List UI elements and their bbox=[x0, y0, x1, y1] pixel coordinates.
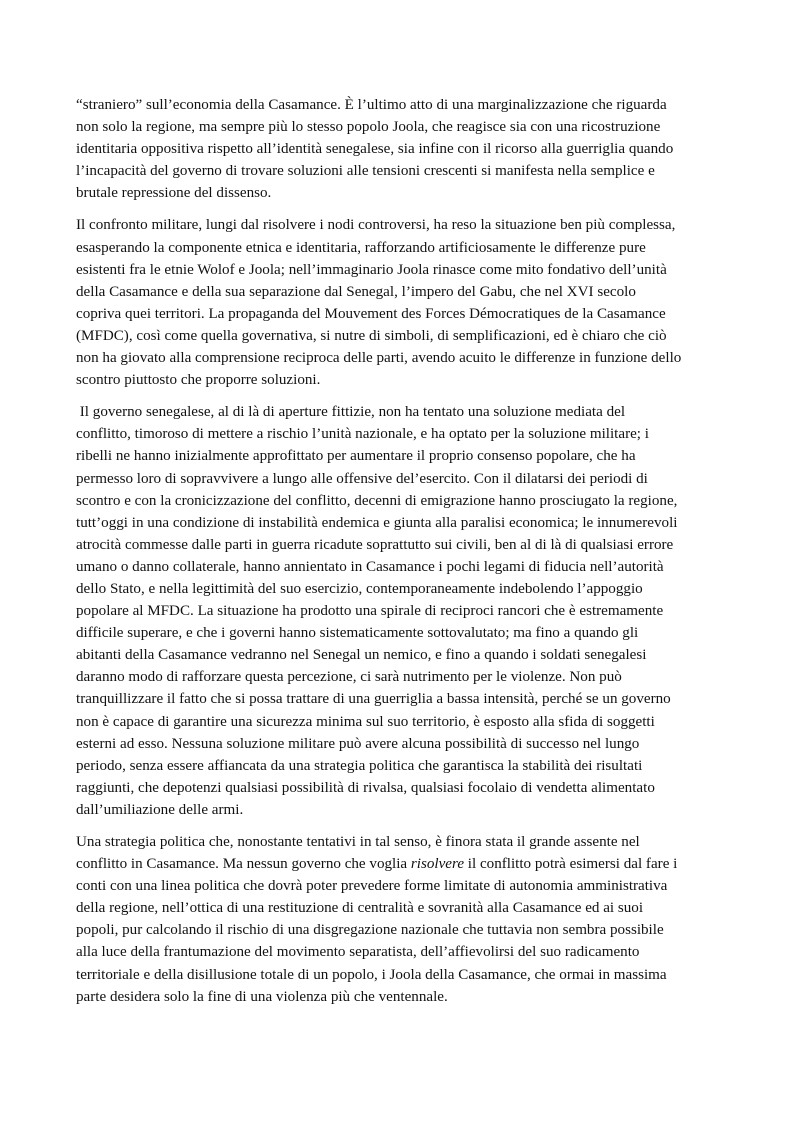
text-line: difficile superare, e che i governi hanno sistematicamente sottovalutato; ma fino a quando gli bbox=[76, 625, 639, 642]
text-line: atrocità commesse dalle parti in guerra ricadute soprattutto sui civili, ben al di là di qualsiasi errore bbox=[76, 536, 674, 553]
text-line: dall’umiliazione delle armi. bbox=[76, 801, 244, 818]
text-line: conti con una linea politica che dovrà poter prevedere forme limitate di autonomia amministrativa bbox=[76, 878, 668, 895]
italic-word: risolvere bbox=[410, 856, 465, 873]
text-line: della Casamance e della sua separazione dal Senegal, l’impero del Gabu, che nel XVI secolo bbox=[76, 283, 636, 300]
text-line: daranno modo di rafforzare questa percezione, ci sarà nutrimento per le violenze. Non può bbox=[76, 669, 622, 686]
paragraph-gap bbox=[76, 821, 720, 831]
text-line: “straniero” sull’economia della Casamance. È l’ultimo atto di una marginalizzazione che riguarda bbox=[76, 97, 667, 113]
text-line: non solo la regione, ma sempre più lo stesso popolo Joola, che reagisce sia con una ricostruzione bbox=[76, 119, 661, 136]
text-line: periodo, senza essere affiancata da una strategia politica che garantisca la stabilità dei risultati bbox=[76, 757, 643, 774]
text-line: alla luce della frantumazione del movimento separatista, dell’affievolirsi del suo radicamento bbox=[76, 944, 640, 961]
text-line: permesso loro di sopravvivere a lungo alle offensive del’esercito. Con il dilatarsi dei periodi di bbox=[76, 470, 648, 487]
text-line: territoriale e della disillusione totale di un popolo, i Joola della Casamance, che ormai in massima bbox=[76, 966, 667, 983]
text-line: non ha giovato alla comprensione reciproca delle parti, avendo acuito le differenze in funzione dello bbox=[76, 350, 682, 367]
text-line: umano o danno collaterale, hanno annientato in Casamance i pochi legami di fiducia nell’autorità bbox=[76, 558, 664, 575]
text-line: copriva quei territori. La propaganda del Mouvement des Forces Démocratiques de la Casamance bbox=[76, 305, 666, 322]
text-line: non è capace di garantire una sicurezza minima sul suo territorio, è esposto alla sfida di soggetti bbox=[76, 713, 655, 730]
text-line: parte desidera solo la fine di una violenza più che ventennale. bbox=[76, 988, 448, 1005]
text-line: raggiunti, che depotenzi qualsiasi possibilità di rivalsa, qualsiasi focolaio di vendetta alimentato bbox=[76, 779, 655, 796]
text-line: abitanti della Casamance vedranno nel Senegal un nemico, e fino a quando i soldati senegalesi bbox=[76, 647, 647, 664]
paragraph-1 bbox=[76, 94, 720, 204]
text-line: ribelli ne hanno inizialmente approfittato per aumentare il proprio consenso popolare, che ha bbox=[76, 448, 636, 465]
text-line: brutale repressione del dissenso. bbox=[76, 185, 272, 202]
text-line: esterni ad esso. Nessuna soluzione militare può avere alcuna possibilità di successo nel lungo bbox=[76, 735, 640, 752]
text-line: della regione, nell’ottica di una restituzione di centralità e sovranità alla Casamance ed ai suoi bbox=[76, 900, 644, 917]
text-line: Una strategia politica che, nonostante tentativi in tal senso, è finora stata il grande assente nel bbox=[76, 834, 640, 850]
text-line: esistenti fra le etnie Wolof e Joola; nell’immaginario Joola rinasce come mito fondativo dell’unità bbox=[76, 261, 667, 278]
document-page bbox=[76, 94, 720, 1008]
text-line: Il governo senegalese, al di là di aperture fittizie, non ha tentato una soluzione mediata del bbox=[76, 404, 626, 421]
line-head: conflitto in Casamance. Ma nessun governo che voglia bbox=[76, 856, 411, 873]
text-line: tutt’oggi in una condizione di instabilità endemica e giunta alla paralisi economica; le innumerevoli bbox=[76, 514, 678, 531]
text-line: popolare al MFDC. La situazione ha prodotto una spirale di reciproci rancori che è estremamente bbox=[76, 603, 664, 620]
text-line: l’incapacità del governo di trovare soluzioni alle tensioni crescenti si manifesta nella semplice e bbox=[76, 163, 655, 180]
line-tail: il conflitto potrà esimersi dal fare i bbox=[464, 856, 678, 873]
text-line: scontro e con la cronicizzazione del conflitto, decenni di emigrazione hanno prosciugato la regione, bbox=[76, 492, 678, 509]
text-line: esasperando la componente etnica e identitaria, rafforzando artificiosamente le differenze pure bbox=[76, 239, 646, 256]
text-line: conflitto, timoroso di mettere a rischio l’unità nazionale, e ha optato per la soluzione militare; i bbox=[76, 426, 649, 443]
paragraph-3 bbox=[76, 401, 720, 821]
text-line: Il confronto militare, lungi dal risolvere i nodi controversi, ha reso la situazione ben più complessa, bbox=[76, 217, 676, 234]
text-line-with-italic bbox=[76, 853, 720, 875]
paragraph-4 bbox=[76, 831, 720, 1008]
text-line: dello Stato, e nella legittimità del suo esercizio, contemporaneamente indebolendo l’appoggio bbox=[76, 580, 643, 597]
text-line: tranquillizzare il fatto che si possa trattare di una guerriglia a bassa intensità, perché se un governo bbox=[76, 691, 671, 708]
paragraph-2 bbox=[76, 214, 720, 391]
text-line: (MFDC), così come quella governativa, si nutre di simboli, di semplificazioni, ed è chiaro che ciò bbox=[76, 327, 667, 344]
text-line: scontro piuttosto che proporre soluzioni. bbox=[76, 372, 321, 389]
text-line: identitaria oppositiva rispetto all’identità senegalese, sia infine con il ricorso alla guerriglia quando bbox=[76, 141, 674, 158]
text-line: popoli, pur calcolando il rischio di una disgregazione nazionale che tuttavia non sembra possibile bbox=[76, 922, 664, 939]
paragraph-gap bbox=[76, 204, 720, 214]
paragraph-gap bbox=[76, 391, 720, 401]
